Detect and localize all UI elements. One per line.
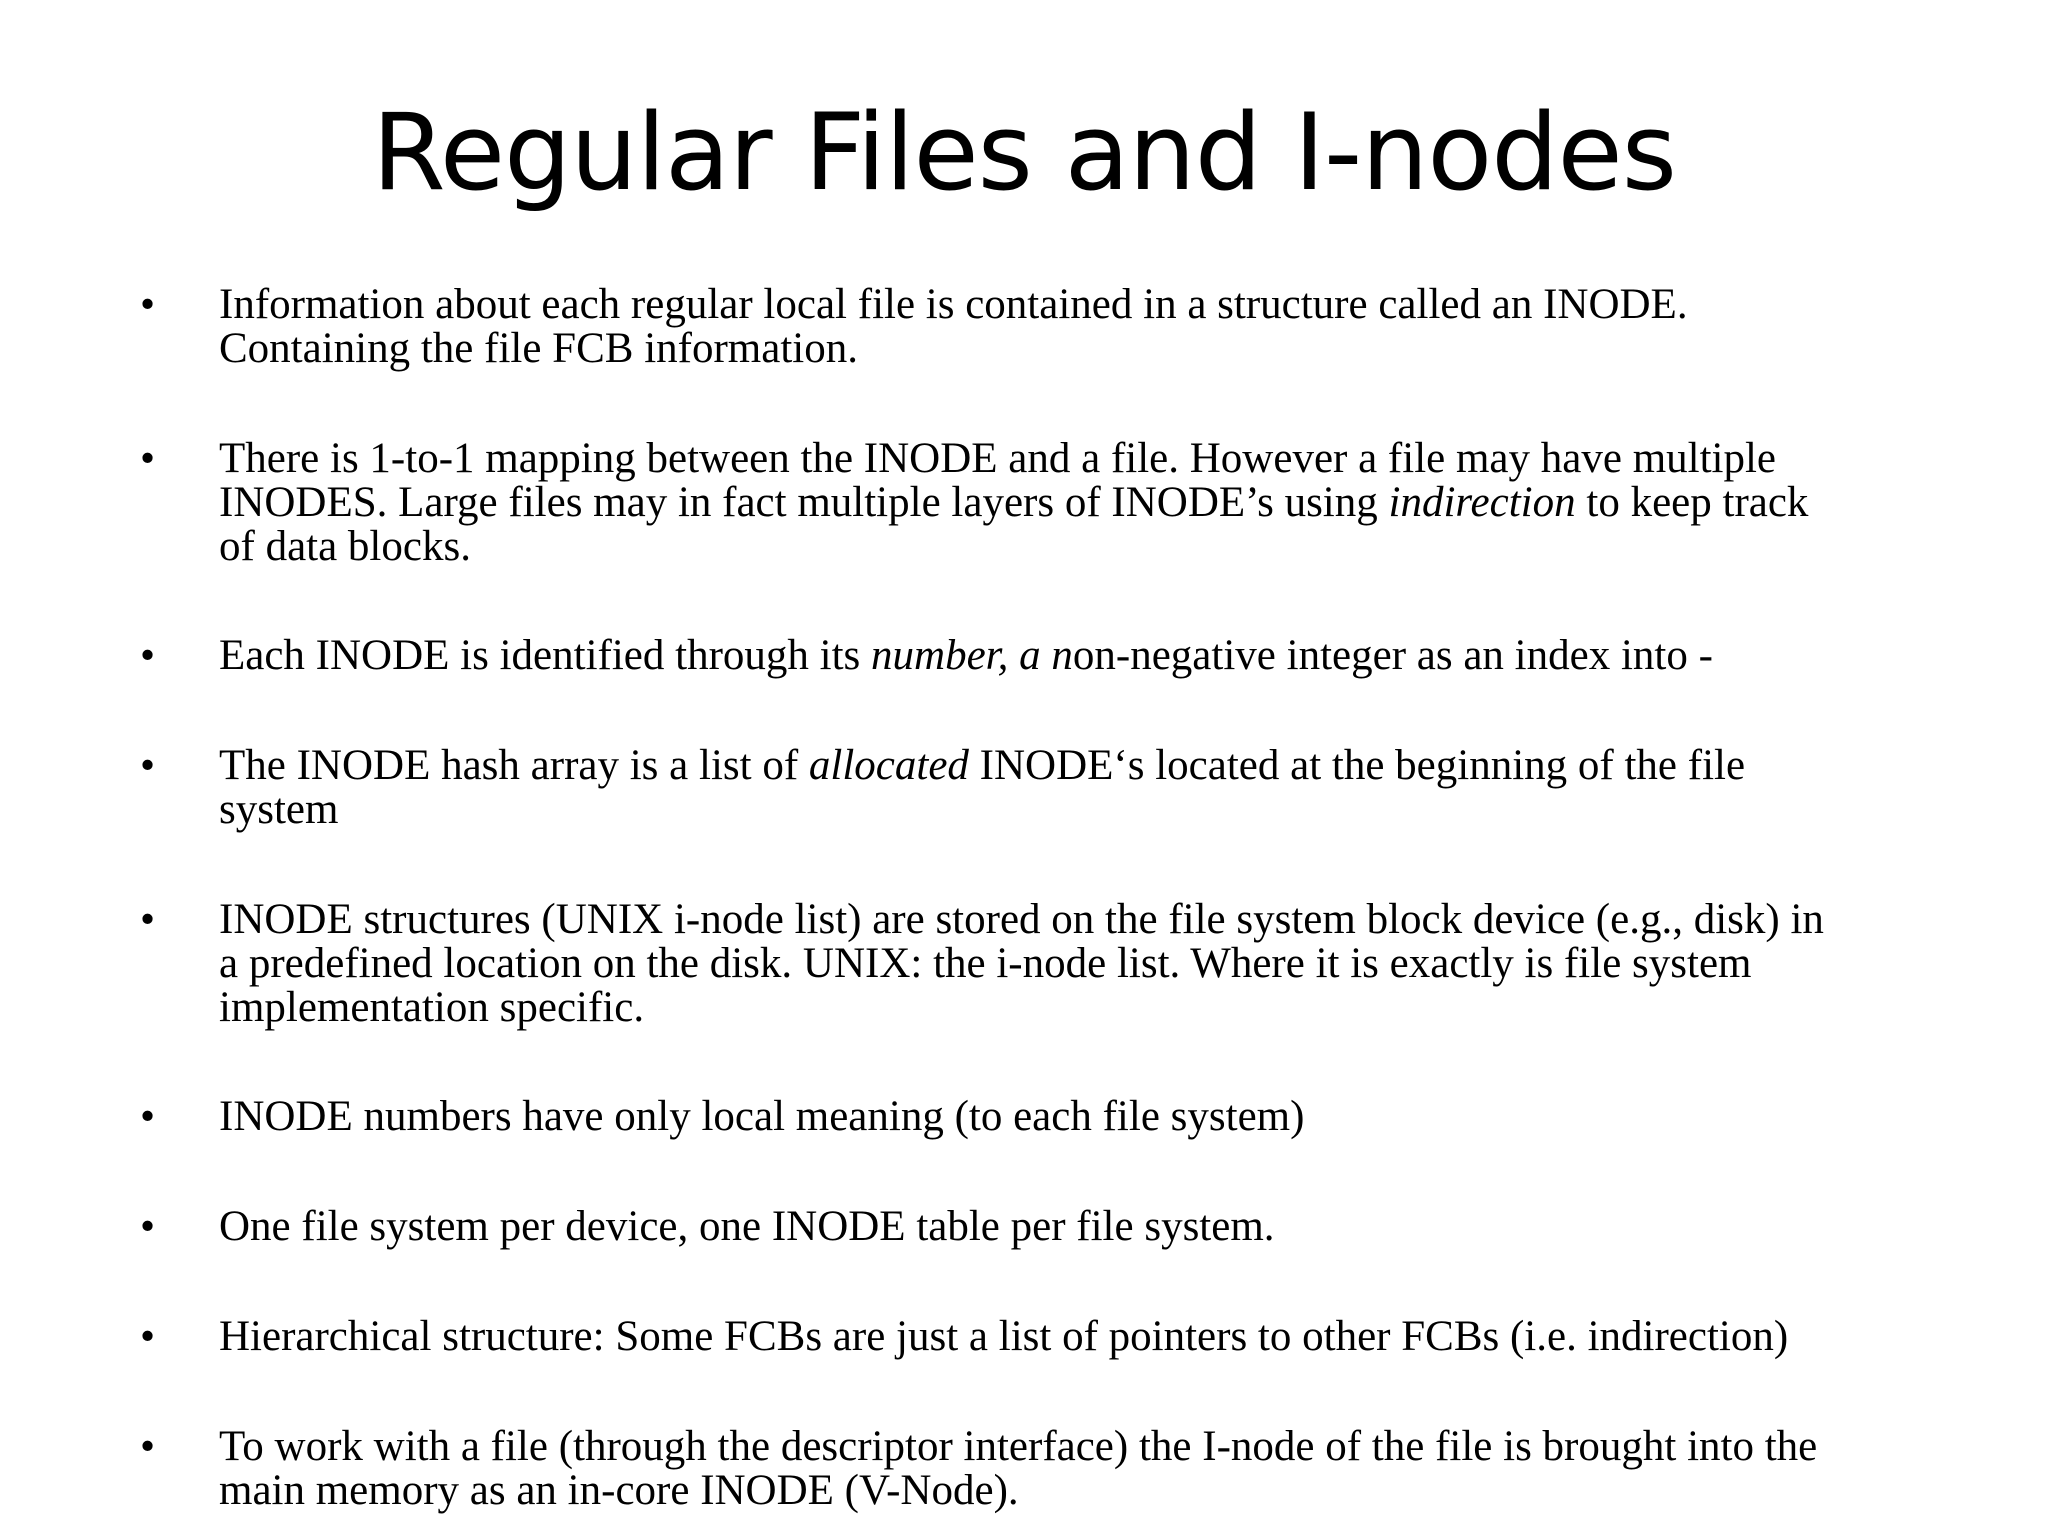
bullet-text [219, 437, 2048, 569]
bullet-line-text: INODE‘s located at the beginning of the file [968, 742, 1746, 789]
bullet-text [219, 898, 2048, 1030]
bullet-dot: • [140, 632, 156, 679]
bullet-line: Hierarchical structure: Some FCBs are just a list of pointers to other FCBs (i.e. indirection) [219, 1313, 1789, 1360]
bullet-line-text: The INODE hash array is a list of [219, 742, 809, 789]
bullet-line-text: INODES. Large files may in fact multiple layers of INODE’s using [219, 479, 1389, 526]
bullet-dot: • [140, 1423, 156, 1470]
bullet-line [219, 744, 2048, 788]
bullet-line-emphasis: number, a n [871, 632, 1073, 679]
bullet-line: of data blocks. [219, 523, 471, 570]
bullet-dot: • [140, 742, 156, 789]
bullet-line-text: on-negative integer as an index into - [1072, 632, 1713, 679]
bullet-line: Containing the file FCB information. [219, 325, 858, 372]
bullet-dot: • [140, 1203, 156, 1250]
bullet-dot: • [140, 1093, 156, 1140]
bullet-line: implementation specific. [219, 984, 645, 1031]
bullet-line-emphasis: indirection [1388, 479, 1576, 526]
bullet-line: INODE numbers have only local meaning (to each file system) [219, 1093, 1305, 1140]
bullet-line: Information about each regular local file is contained in a structure called an INODE. [219, 281, 1688, 328]
bullet-line: One file system per device, one INODE table per file system. [219, 1203, 1275, 1250]
bullet-dot: • [140, 435, 156, 482]
bullet-dot: • [140, 281, 156, 328]
bullet-line: There is 1-to-1 mapping between the INODE and a file. However a file may have multiple [219, 435, 1777, 482]
bullet-dot: • [140, 896, 156, 943]
bullet-text [219, 1095, 2048, 1139]
bullet-text [219, 283, 2048, 371]
bullet-line-text: Each INODE is identified through its [219, 632, 872, 679]
bullet-text [219, 634, 2048, 678]
bullet-line: main memory as an in-core INODE (V-Node). [219, 1467, 1019, 1514]
bullet-dot: • [140, 1313, 156, 1360]
slide-title: Regular Files and I-nodes [372, 91, 1676, 214]
bullet-text [219, 1315, 2048, 1359]
bullet-line [219, 481, 2048, 525]
bullet-line-emphasis: allocated [808, 742, 969, 789]
bullet-line: a predefined location on the disk. UNIX: the i-node list. Where it is exactly is file system [219, 940, 1752, 987]
bullet-line: INODE structures (UNIX i-node list) are stored on the file system block device (e.g., disk) in [219, 896, 1824, 943]
bullet-line: To work with a file (through the descriptor interface) the I-node of the file is brought into the [219, 1423, 1818, 1470]
bullet-text [219, 1205, 2048, 1249]
bullet-line: system [219, 786, 339, 833]
bullet-text [219, 744, 2048, 832]
bullet-line-text: to keep track [1575, 479, 1809, 526]
bullet-text [219, 1425, 2048, 1513]
bullet-line [219, 634, 2048, 678]
